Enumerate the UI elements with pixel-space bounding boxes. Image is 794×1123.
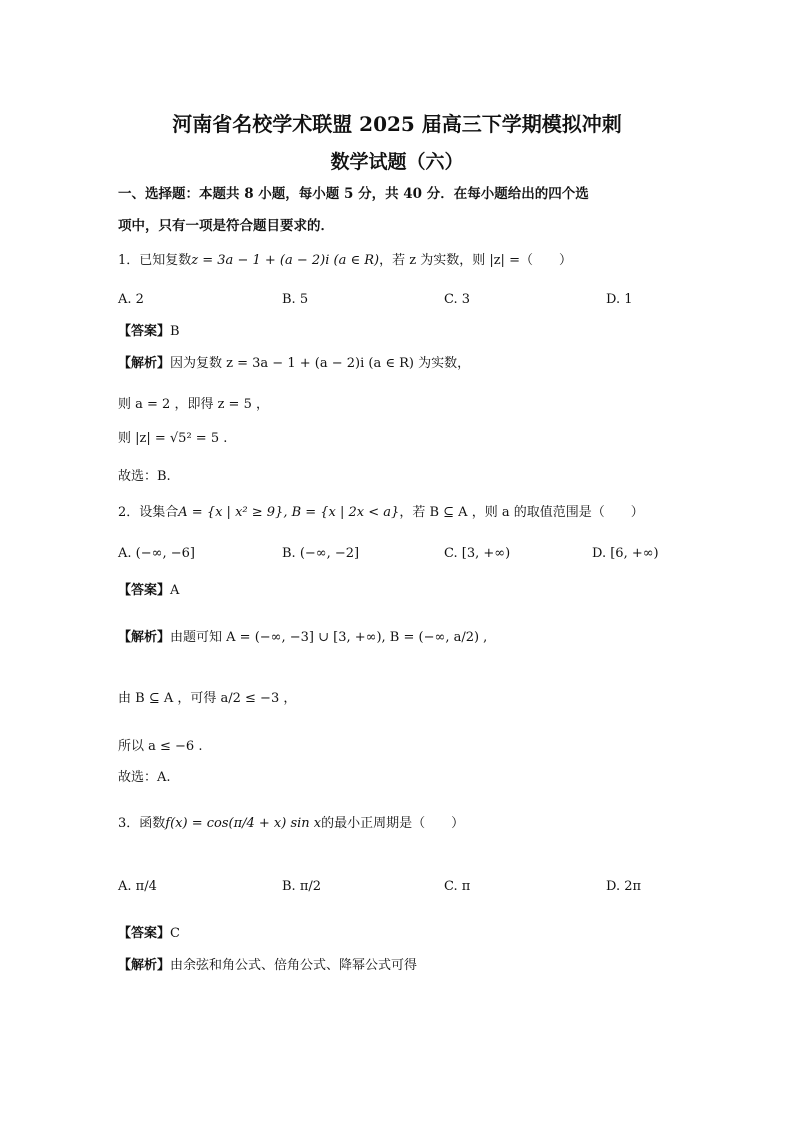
- question-2-option-d: D. [6, +∞): [592, 546, 659, 561]
- question-1-analysis-line-2: 则 a = 2 ，即得 z = 5 ，: [118, 397, 269, 412]
- question-1-option-d: D. 1: [606, 292, 633, 307]
- question-3-option-b: B. π/2: [282, 879, 322, 894]
- question-2-analysis-line-2: 由 B ⊆ A ，可得 a/2 ≤ −3 ，: [118, 691, 297, 706]
- analysis-tag: 【解析】: [118, 356, 171, 371]
- question-2-prefix: 2．设集合: [118, 505, 179, 520]
- answer-tag: 【答案】: [118, 583, 171, 598]
- question-3-prefix: 3．函数: [118, 816, 166, 831]
- question-3-stem: [118, 816, 464, 832]
- question-1-stem: [118, 253, 572, 269]
- question-2-option-c: C. [3, +∞): [444, 546, 511, 561]
- question-2-analysis-line-4: 故选：A.: [118, 770, 171, 785]
- question-1-option-a: A. 2: [118, 292, 144, 307]
- question-1-math: z = 3a − 1 + (a − 2)i (a ∈ R): [191, 253, 380, 268]
- answer-value: B: [170, 324, 180, 339]
- answer-tag: 【答案】: [118, 926, 171, 941]
- question-2-analysis-line-3: 所以 a ≤ −6 .: [118, 739, 203, 754]
- question-1-prefix: 1．已知复数: [118, 253, 192, 268]
- question-3-option-d: D. 2π: [606, 879, 642, 894]
- question-2-option-a: A. (−∞, −6]: [118, 546, 195, 561]
- analysis-tag: 【解析】: [118, 630, 171, 645]
- analysis-text: 由题可知 A = (−∞, −3] ∪ [3, +∞), B = (−∞, a/2) ,: [170, 630, 488, 645]
- question-3-analysis-line-1: [118, 958, 417, 974]
- question-2-math: A = {x | x² ≥ 9}, B = {x | 2x < a}: [178, 505, 400, 520]
- question-1-option-c: C. 3: [444, 292, 471, 307]
- question-1-analysis-line-1: [118, 356, 470, 372]
- document-subtitle: 数学试题（六）: [330, 151, 464, 173]
- analysis-text: 由余弦和角公式、倍角公式、降幂公式可得: [170, 958, 418, 973]
- question-2-option-b: B. (−∞, −2]: [282, 546, 360, 561]
- question-2-analysis-line-1: [118, 630, 487, 646]
- question-3-option-c: C. π: [444, 879, 471, 894]
- question-1-suffix: ，若 z 为实数，则 |z| =（ ）: [379, 253, 572, 268]
- document-title: 河南省名校学术联盟 2025 届高三下学期模拟冲刺: [172, 112, 622, 136]
- answer-value: A: [170, 583, 180, 598]
- question-3-option-a: A. π/4: [118, 879, 157, 894]
- answer-value: C: [170, 926, 180, 941]
- section-heading-line-1: 一、选择题：本题共 8 小题，每小题 5 分，共 40 分．在每小题给出的四个选: [118, 186, 589, 202]
- question-1-analysis-line-4: 故选：B.: [118, 469, 171, 484]
- analysis-tag: 【解析】: [118, 958, 171, 973]
- question-2-stem: [118, 505, 644, 521]
- question-3-math: f(x) = cos(π/4 + x) sin x: [165, 816, 322, 831]
- question-1-answer: [118, 324, 180, 340]
- question-1-option-b: B. 5: [282, 292, 309, 307]
- question-3-suffix: 的最小正周期是（ ）: [321, 816, 465, 831]
- question-2-suffix: ，若 B ⊆ A ，则 a 的取值范围是（ ）: [399, 505, 644, 520]
- question-1-analysis-line-3: 则 |z| = √5² = 5 .: [118, 431, 228, 446]
- question-2-answer: [118, 583, 179, 599]
- answer-tag: 【答案】: [118, 324, 171, 339]
- analysis-text: 因为复数 z = 3a − 1 + (a − 2)i (a ∈ R) 为实数，: [170, 356, 471, 371]
- section-heading-line-2: 项中，只有一项是符合题目要求的．: [118, 218, 334, 234]
- question-3-answer: [118, 926, 180, 942]
